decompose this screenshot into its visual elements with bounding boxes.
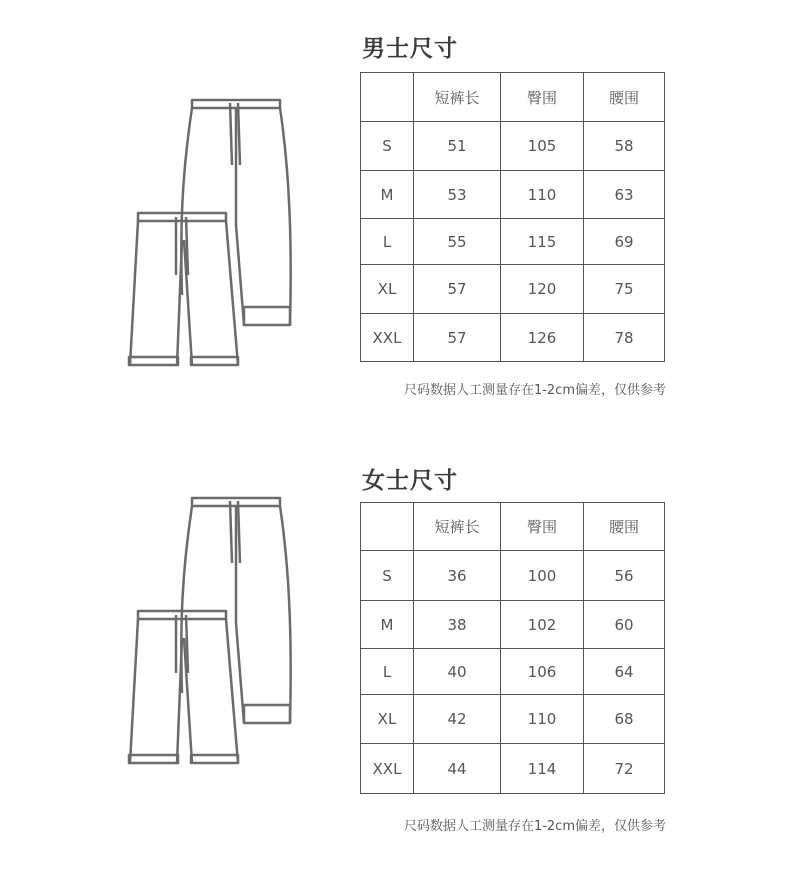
table-cell: 56 (584, 551, 665, 601)
men-size-section (0, 0, 790, 430)
table-cell: 55 (414, 219, 501, 265)
header-cell: 腰围 (584, 73, 665, 122)
men-size-table (360, 72, 665, 362)
size-label: L (361, 219, 414, 265)
size-label: XL (361, 265, 414, 314)
header-cell (361, 503, 414, 551)
size-label: XXL (361, 314, 414, 362)
table-row (361, 314, 665, 362)
table-cell: 110 (501, 695, 584, 744)
table-row (361, 601, 665, 649)
size-label: M (361, 171, 414, 219)
women-size-section (0, 430, 790, 860)
header-cell: 腰围 (584, 503, 665, 551)
measurement-note: 尺码数据人工测量存在1-2cm偏差，仅供参考 (403, 819, 666, 834)
table-row (361, 695, 665, 744)
table-row (361, 551, 665, 601)
header-cell: 短裤长 (414, 73, 501, 122)
table-cell: 68 (584, 695, 665, 744)
header-cell: 短裤长 (414, 503, 501, 551)
table-cell: 40 (414, 649, 501, 695)
table-cell: 105 (501, 122, 584, 171)
table-cell: 115 (501, 219, 584, 265)
table-cell: 42 (414, 695, 501, 744)
table-cell: 57 (414, 314, 501, 362)
size-label: S (361, 551, 414, 601)
size-label: M (361, 601, 414, 649)
table-cell: 126 (501, 314, 584, 362)
table-cell: 64 (584, 649, 665, 695)
table-row (361, 744, 665, 794)
size-label: L (361, 649, 414, 695)
table-row (361, 122, 665, 171)
table-cell: 102 (501, 601, 584, 649)
header-cell (361, 73, 414, 122)
table-cell: 120 (501, 265, 584, 314)
header-cell: 臀围 (501, 73, 584, 122)
table-cell: 72 (584, 744, 665, 794)
table-cell: 114 (501, 744, 584, 794)
size-label: XL (361, 695, 414, 744)
table-cell: 100 (501, 551, 584, 601)
table-row (361, 649, 665, 695)
pants-illustration (120, 85, 305, 385)
header-cell: 臀围 (501, 503, 584, 551)
table-header-row (361, 73, 665, 122)
table-cell: 38 (414, 601, 501, 649)
size-label: XXL (361, 744, 414, 794)
table-cell: 69 (584, 219, 665, 265)
table-row (361, 219, 665, 265)
table-cell: 58 (584, 122, 665, 171)
table-cell: 60 (584, 601, 665, 649)
table-cell: 110 (501, 171, 584, 219)
table-cell: 36 (414, 551, 501, 601)
table-cell: 75 (584, 265, 665, 314)
table-row (361, 265, 665, 314)
table-cell: 78 (584, 314, 665, 362)
women-size-title: 女士尺寸 (362, 468, 458, 494)
table-cell: 106 (501, 649, 584, 695)
table-cell: 51 (414, 122, 501, 171)
table-header-row (361, 503, 665, 551)
table-row (361, 171, 665, 219)
pants-illustration (120, 483, 305, 783)
table-cell: 44 (414, 744, 501, 794)
women-size-table (360, 502, 665, 794)
size-label: S (361, 122, 414, 171)
table-cell: 53 (414, 171, 501, 219)
men-size-title: 男士尺寸 (362, 36, 458, 62)
measurement-note: 尺码数据人工测量存在1-2cm偏差，仅供参考 (403, 383, 666, 398)
table-cell: 63 (584, 171, 665, 219)
table-cell: 57 (414, 265, 501, 314)
